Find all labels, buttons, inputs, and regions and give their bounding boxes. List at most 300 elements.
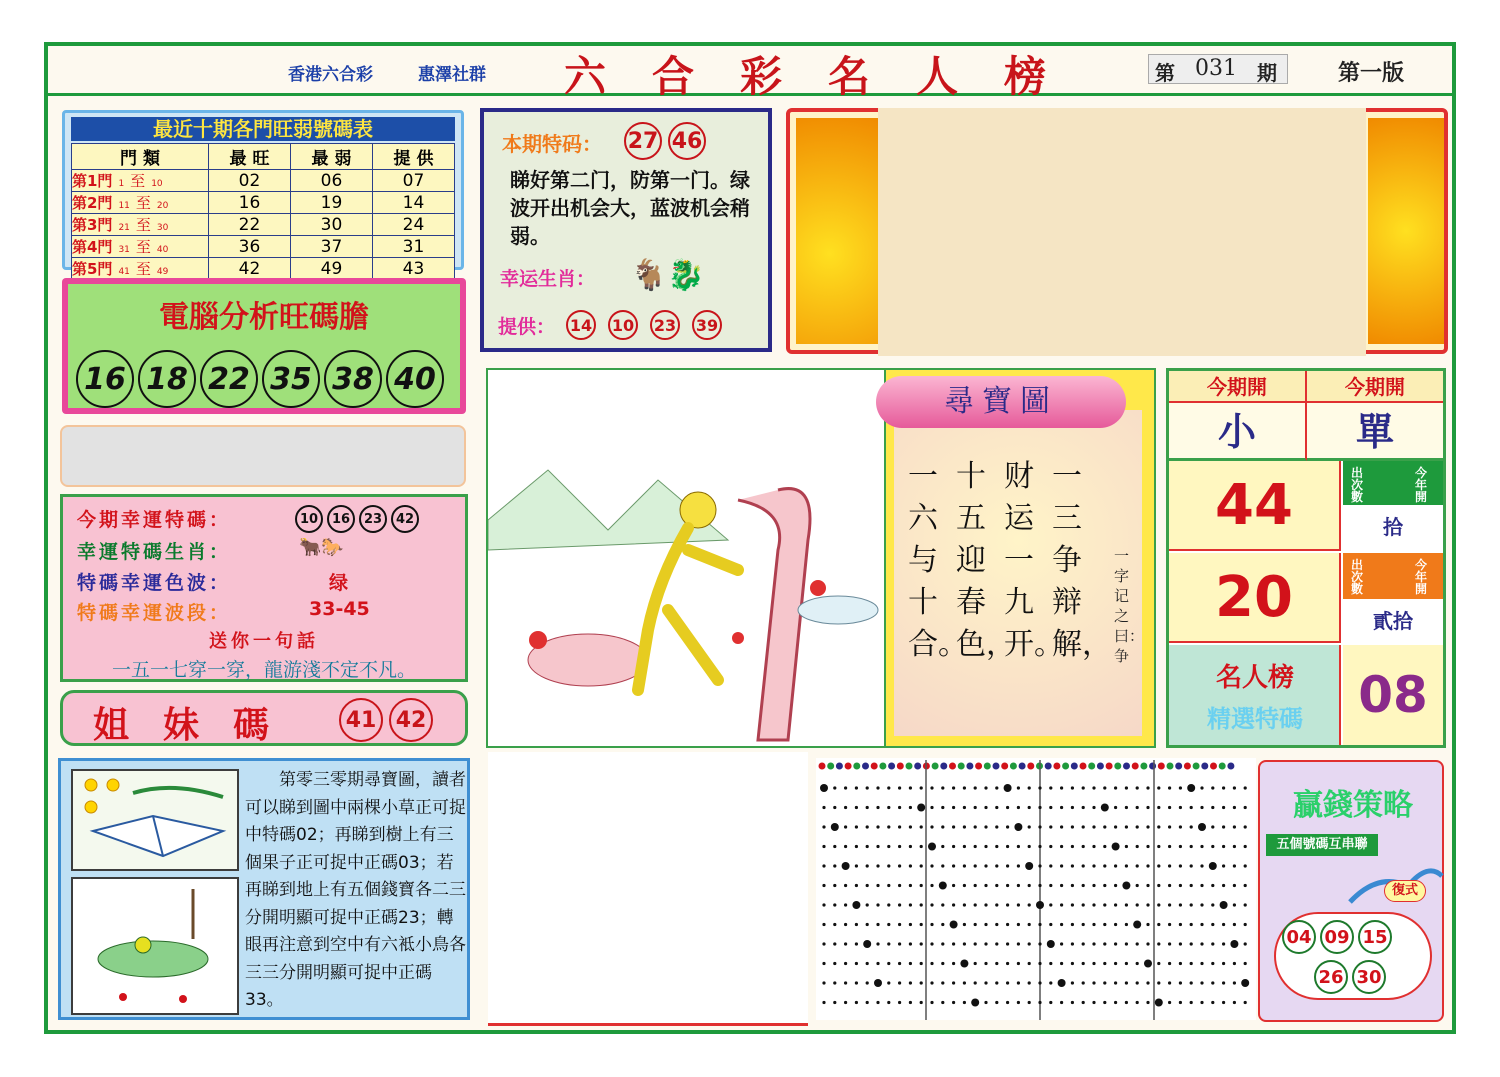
- grid-dot: [876, 786, 879, 789]
- grid-dot: [909, 962, 912, 965]
- grid-dot: [898, 1001, 901, 1004]
- grid-dot: [833, 786, 836, 789]
- famous-box: [1169, 645, 1341, 745]
- blank-panel: [60, 425, 466, 487]
- grid-dot: [963, 786, 966, 789]
- number-ball: 42: [389, 698, 433, 742]
- col2-header: 今期開: [1307, 371, 1443, 403]
- issue-box: [1148, 54, 1288, 84]
- grid-dot: [876, 864, 879, 867]
- grid-dot: [1103, 864, 1106, 867]
- grid-dot: [1233, 786, 1236, 789]
- grid-dot: [866, 825, 869, 828]
- grid-dot: [984, 825, 987, 828]
- special-number-list: [624, 122, 706, 160]
- grid-dot: [844, 923, 847, 926]
- grid-dot: [995, 942, 998, 945]
- gate-to: 30: [156, 223, 169, 233]
- hit-dot: [1155, 999, 1163, 1007]
- grid-dot: [952, 981, 955, 984]
- grid-dot: [930, 864, 933, 867]
- header-dot: [1053, 763, 1060, 770]
- ten-period-table: [71, 143, 455, 280]
- grid-dot: [876, 942, 879, 945]
- stat-count-label: 出次數: [1351, 558, 1364, 596]
- grid-dot: [952, 786, 955, 789]
- header-dot: [1201, 763, 1208, 770]
- grid-dot: [1038, 981, 1041, 984]
- grid-dot: [1179, 1001, 1182, 1004]
- grid-dot: [909, 1001, 912, 1004]
- grid-dot: [1060, 962, 1063, 965]
- header-dot: [993, 763, 1000, 770]
- lucky-range-label: 特碼幸運波段：: [77, 602, 232, 624]
- grid-dot: [876, 884, 879, 887]
- grid-dot: [920, 884, 923, 887]
- grid-dot: [1071, 903, 1074, 906]
- number-ball: 16: [76, 350, 134, 408]
- header-dot: [1114, 763, 1121, 770]
- grid-dot: [995, 923, 998, 926]
- grid-dot: [963, 806, 966, 809]
- grid-dot: [1222, 981, 1225, 984]
- grid-dot: [1136, 864, 1139, 867]
- page-title: 六合彩名人榜: [564, 52, 1093, 101]
- grid-dot: [1244, 1001, 1247, 1004]
- grid-dot: [1092, 825, 1095, 828]
- grid-dot: [963, 884, 966, 887]
- grid-dot: [1190, 962, 1193, 965]
- grid-dot: [876, 845, 879, 848]
- provide-number-list: [566, 310, 722, 340]
- grid-dot: [1190, 845, 1193, 848]
- grid-dot: [1125, 845, 1128, 848]
- number-ball: 39: [692, 310, 722, 340]
- hit-dot: [1112, 843, 1120, 851]
- grid-dot: [1092, 903, 1095, 906]
- grid-dot: [844, 825, 847, 828]
- gate-label: 第4門: [72, 238, 113, 256]
- grid-dot: [909, 942, 912, 945]
- grid-dot: [1157, 923, 1160, 926]
- gate-cell: [72, 214, 209, 236]
- grid-dot: [952, 845, 955, 848]
- grid-dot: [866, 923, 869, 926]
- grid-dot: [930, 923, 933, 926]
- header-dot: [1097, 763, 1104, 770]
- header-dot: [1175, 763, 1182, 770]
- hit-dot: [1058, 979, 1066, 987]
- grid-dot: [1233, 864, 1236, 867]
- treasure-panel: [884, 368, 1156, 748]
- grid-dot: [952, 942, 955, 945]
- grid-dot: [941, 786, 944, 789]
- gate-to: 20: [156, 201, 169, 211]
- poem-column: 财运一九开。: [1004, 459, 1064, 662]
- grid-dot: [1103, 981, 1106, 984]
- grid-dot: [1006, 1001, 1009, 1004]
- grid-dot: [822, 962, 825, 965]
- gate-cell: [72, 170, 209, 192]
- strategy-number-list: [1314, 960, 1386, 994]
- lucky-range-value: 33-45: [309, 598, 370, 620]
- gate-from: 11: [118, 201, 130, 211]
- grid-dot: [898, 923, 901, 926]
- grid-dot: [984, 962, 987, 965]
- provide-cell: 07: [373, 170, 455, 192]
- grid-dot: [1157, 845, 1160, 848]
- header-dot: [1088, 763, 1095, 770]
- grid-dot: [1114, 864, 1117, 867]
- grid-dot: [930, 981, 933, 984]
- grid-dot: [984, 845, 987, 848]
- dot-grid: [816, 758, 1256, 1020]
- grid-dot: [898, 942, 901, 945]
- number-ball: 30: [1352, 960, 1386, 994]
- header-dot: [1123, 763, 1130, 770]
- grid-dot: [844, 962, 847, 965]
- grid-dot: [1006, 962, 1009, 965]
- grid-dot: [995, 825, 998, 828]
- lucky-panel: [60, 494, 468, 682]
- number-ball: 14: [566, 310, 596, 340]
- grid-dot: [822, 903, 825, 906]
- stat-label-1: [1343, 461, 1443, 505]
- gate-to: 49: [156, 267, 169, 277]
- treasure-side-note: 一字记之曰：争: [1114, 547, 1145, 665]
- grid-dot: [1157, 903, 1160, 906]
- grid-dot: [1114, 806, 1117, 809]
- hit-dot: [928, 843, 936, 851]
- grid-dot: [833, 806, 836, 809]
- grid-dot: [822, 806, 825, 809]
- grid-dot: [844, 1001, 847, 1004]
- grid-dot: [1190, 981, 1193, 984]
- grid-dot: [1190, 884, 1193, 887]
- grid-dot: [844, 786, 847, 789]
- grid-dot: [1233, 806, 1236, 809]
- lucky-special-label: 今期幸運特碼：: [77, 509, 232, 531]
- grid-dot: [1222, 884, 1225, 887]
- grid-dot: [1092, 942, 1095, 945]
- grid-dot: [920, 903, 923, 906]
- hit-dot: [1133, 921, 1141, 929]
- col1-header: 今期開: [1169, 371, 1307, 403]
- hit-dot: [939, 882, 947, 890]
- grid-dot: [995, 845, 998, 848]
- pond-icon: [73, 879, 237, 1013]
- zodiac-label: 幸运生肖：: [500, 268, 596, 290]
- grid-dot: [952, 903, 955, 906]
- grid-dot: [995, 884, 998, 887]
- grid-dot: [1168, 1001, 1171, 1004]
- grid-dot: [1092, 786, 1095, 789]
- grid-dot: [1179, 981, 1182, 984]
- grid-dot: [887, 884, 890, 887]
- grid-dot: [1049, 825, 1052, 828]
- header-dot: [1167, 763, 1174, 770]
- grid-dot: [1125, 923, 1128, 926]
- grid-dot: [1157, 942, 1160, 945]
- header-dot: [932, 763, 939, 770]
- grid-dot: [1190, 825, 1193, 828]
- grid-dot: [984, 1001, 987, 1004]
- hit-dot: [1122, 882, 1130, 890]
- grid-dot: [930, 903, 933, 906]
- grid-dot: [1211, 825, 1214, 828]
- grid-dot: [1136, 786, 1139, 789]
- grid-dot: [1179, 942, 1182, 945]
- header-dot: [871, 763, 878, 770]
- grid-dot: [1017, 942, 1020, 945]
- grid-dot: [1190, 864, 1193, 867]
- header-dot: [836, 763, 843, 770]
- computer-number-list: [76, 350, 456, 408]
- number-ball: 22: [200, 350, 258, 408]
- stat-year-label: 今年開: [1415, 466, 1428, 504]
- number-ball: 10: [608, 310, 638, 340]
- grid-dot: [855, 884, 858, 887]
- grid-dot: [855, 806, 858, 809]
- provide-cell: 14: [373, 192, 455, 214]
- gate-to-label: 至: [135, 260, 151, 278]
- grid-dot: [1244, 962, 1247, 965]
- grid-dot: [995, 981, 998, 984]
- grid-dot: [1125, 786, 1128, 789]
- grid-dot: [1146, 1001, 1149, 1004]
- grid-dot: [876, 962, 879, 965]
- grid-dot: [1146, 942, 1149, 945]
- grid-dot: [1049, 923, 1052, 926]
- grid-dot: [920, 981, 923, 984]
- grid-dot: [1060, 786, 1063, 789]
- header-dot: [1149, 763, 1156, 770]
- grid-dot: [941, 864, 944, 867]
- grid-dot: [1146, 845, 1149, 848]
- grid-dot: [909, 884, 912, 887]
- grid-dot: [1222, 825, 1225, 828]
- grid-dot: [1114, 786, 1117, 789]
- grid-dot: [1244, 825, 1247, 828]
- header-dot: [1210, 763, 1217, 770]
- grid-dot: [1028, 962, 1031, 965]
- stat-count-label: 出次數: [1351, 466, 1364, 504]
- grid-dot: [887, 806, 890, 809]
- grid-dot: [1136, 806, 1139, 809]
- lucky-color-label: 特碼幸運色波：: [77, 572, 232, 594]
- grid-dot: [1222, 845, 1225, 848]
- grid-dot: [1179, 923, 1182, 926]
- grid-dot: [1211, 1001, 1214, 1004]
- hit-dot: [950, 921, 958, 929]
- grid-dot: [1146, 786, 1149, 789]
- grid-dot: [1244, 884, 1247, 887]
- grid-dot: [974, 864, 977, 867]
- sister-number-list: [339, 698, 433, 742]
- grid-dot: [1082, 903, 1085, 906]
- col1-value: 小: [1169, 403, 1307, 461]
- grid-dot: [1233, 923, 1236, 926]
- banner-blank-area: [878, 108, 1366, 356]
- grid-dot: [909, 903, 912, 906]
- hit-dot: [1014, 823, 1022, 831]
- grid-dot: [1006, 903, 1009, 906]
- grid-dot: [1146, 806, 1149, 809]
- grid-dot: [1028, 942, 1031, 945]
- grid-dot: [1146, 923, 1149, 926]
- grid-dot: [887, 786, 890, 789]
- grid-dot: [887, 845, 890, 848]
- grid-dot: [1049, 903, 1052, 906]
- grid-dot: [952, 1001, 955, 1004]
- grid-dot: [1060, 825, 1063, 828]
- grid-dot: [898, 825, 901, 828]
- grid-dot: [1071, 962, 1074, 965]
- lucky-color-value: 绿: [329, 572, 349, 594]
- issue-number: 031: [1195, 56, 1237, 81]
- header-dot: [845, 763, 852, 770]
- grid-dot: [1222, 1001, 1225, 1004]
- famous-subtitle: 精選特碼: [1207, 705, 1303, 733]
- grid-dot: [1028, 981, 1031, 984]
- grid-dot: [920, 1001, 923, 1004]
- grid-dot: [866, 786, 869, 789]
- grid-dot: [855, 786, 858, 789]
- grid-dot: [1082, 825, 1085, 828]
- grid-dot: [1168, 845, 1171, 848]
- number-ball: 41: [339, 698, 383, 742]
- gate-cell: [72, 192, 209, 214]
- grid-dot: [1200, 962, 1203, 965]
- stats-panel: [1166, 368, 1446, 748]
- gate-to-label: 至: [135, 216, 151, 234]
- header-dot: [1219, 763, 1226, 770]
- header-dot: [879, 763, 886, 770]
- grid-dot: [941, 806, 944, 809]
- grid-dot: [1038, 825, 1041, 828]
- grid-dot: [1157, 806, 1160, 809]
- grid-dot: [1125, 806, 1128, 809]
- famous-title: 名人榜: [1215, 663, 1294, 693]
- header-dot: [940, 763, 947, 770]
- grid-dot: [898, 884, 901, 887]
- col2-value: 單: [1307, 403, 1443, 461]
- grid-dot: [822, 884, 825, 887]
- strategy-subtitle: 五個號碼互串聯: [1266, 834, 1378, 856]
- community-name: 惠澤社群: [418, 65, 486, 85]
- grid-dot: [1222, 806, 1225, 809]
- grid-dot: [1190, 923, 1193, 926]
- grid-dot: [920, 825, 923, 828]
- grid-dot: [876, 825, 879, 828]
- header-dot: [1184, 763, 1191, 770]
- grid-dot: [833, 1001, 836, 1004]
- grid-dot: [909, 981, 912, 984]
- min-cell: 19: [291, 192, 373, 214]
- grid-dot: [1103, 884, 1106, 887]
- grid-dot: [1103, 962, 1106, 965]
- grid-dot: [1082, 923, 1085, 926]
- book-illustration: [71, 769, 239, 871]
- special-text: 睇好第二门，防第一门。绿波开出机会大，蓝波机会稍弱。: [510, 168, 750, 248]
- grid-dot: [1211, 942, 1214, 945]
- grid-dot: [1017, 786, 1020, 789]
- grid-dot: [1049, 962, 1052, 965]
- grid-dot: [1244, 903, 1247, 906]
- header-dot: [958, 763, 965, 770]
- min-cell: 49: [291, 258, 373, 280]
- grid-dot: [1211, 981, 1214, 984]
- gate-to: 40: [156, 245, 169, 255]
- hit-dot: [863, 940, 871, 948]
- grid-dot: [974, 923, 977, 926]
- header-dot: [1010, 763, 1017, 770]
- grid-dot: [898, 903, 901, 906]
- grid-dot: [1157, 981, 1160, 984]
- header-dot: [827, 763, 834, 770]
- grid-dot: [1200, 903, 1203, 906]
- min-cell: 30: [291, 214, 373, 236]
- grid-dot: [887, 923, 890, 926]
- grid-dot: [833, 942, 836, 945]
- grid-dot: [822, 1001, 825, 1004]
- grid-dot: [909, 806, 912, 809]
- column-header: 提 供: [373, 144, 455, 170]
- grid-dot: [1200, 1001, 1203, 1004]
- ornament-right: [1368, 118, 1444, 344]
- header-dot: [914, 763, 921, 770]
- grid-dot: [1233, 845, 1236, 848]
- number-ball: 35: [262, 350, 320, 408]
- grid-dot: [1049, 845, 1052, 848]
- hit-dot: [1025, 862, 1033, 870]
- grid-dot: [952, 962, 955, 965]
- grid-dot: [963, 903, 966, 906]
- hit-dot: [1198, 823, 1206, 831]
- grid-dot: [1125, 903, 1128, 906]
- grid-dot: [963, 845, 966, 848]
- grid-dot: [1136, 825, 1139, 828]
- grid-dot: [1146, 981, 1149, 984]
- grid-dot: [920, 942, 923, 945]
- grid-dot: [1136, 845, 1139, 848]
- grid-dot: [1200, 845, 1203, 848]
- grid-dot: [887, 942, 890, 945]
- grid-dot: [941, 825, 944, 828]
- grid-dot: [963, 864, 966, 867]
- grid-dot: [876, 923, 879, 926]
- grid-dot: [1136, 1001, 1139, 1004]
- grid-dot: [1006, 825, 1009, 828]
- grid-dot: [974, 806, 977, 809]
- grid-dot: [1071, 884, 1074, 887]
- grid-dot: [995, 903, 998, 906]
- grid-dot: [1017, 923, 1020, 926]
- animal-icon: 🐂🐎: [299, 537, 344, 558]
- header-dot: [984, 763, 991, 770]
- lucky-zodiac-label: 幸運特碼生肖：: [77, 541, 232, 563]
- grid-dot: [1082, 962, 1085, 965]
- min-cell: 37: [291, 236, 373, 258]
- grid-dot: [1060, 923, 1063, 926]
- grid-dot: [866, 962, 869, 965]
- grid-dot: [1103, 923, 1106, 926]
- grid-dot: [1125, 825, 1128, 828]
- grid-dot: [887, 1001, 890, 1004]
- max-cell: 16: [209, 192, 291, 214]
- grid-dot: [941, 903, 944, 906]
- grid-dot: [1006, 884, 1009, 887]
